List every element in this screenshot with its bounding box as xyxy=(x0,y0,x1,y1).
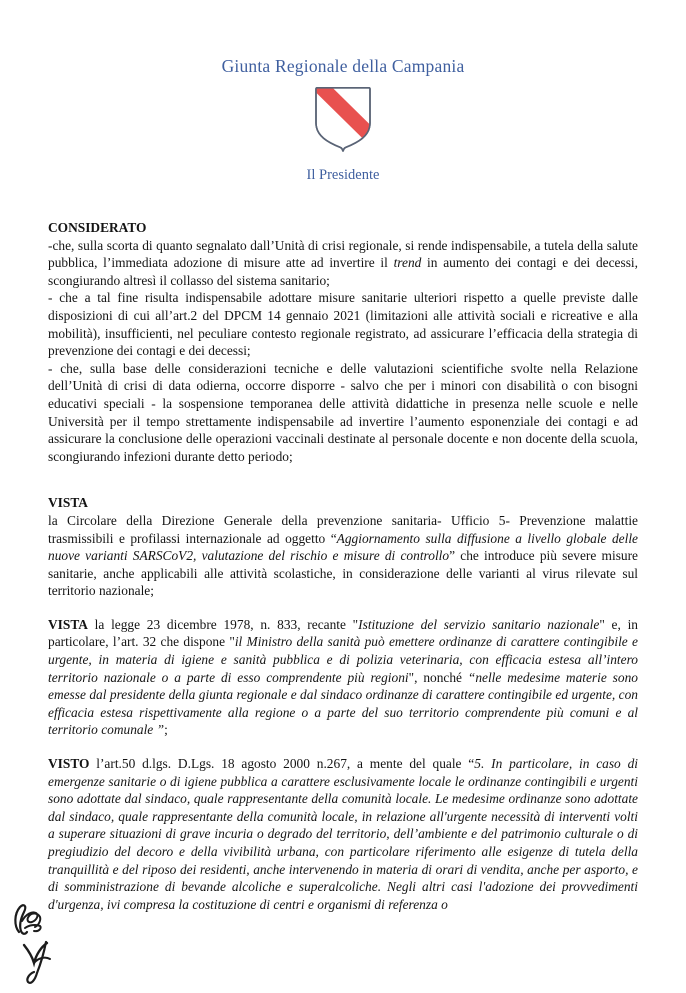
document-body xyxy=(48,219,638,913)
text-run: la Circolare della Direzione Generale della prevenzione sanitaria- Ufficio 5- Prevenzione malattie trasmissibili e profilassi internazionale ad oggetto “ xyxy=(48,512,638,546)
text-run: VISTO xyxy=(48,756,90,772)
campania-shield-icon xyxy=(311,86,375,154)
page-title: Giunta Regionale della Campania xyxy=(221,56,465,76)
text-run: “nelle medesime materie sono emesse dal presidente della giunta regionale e dal sindaco ordinanze di carattere contingibile ed urgente, con efficacia estesa rispettivamente alla regione o a parte del suo territorio comprendente più comuni e al territorio comunale ” xyxy=(48,669,638,738)
paragraph xyxy=(48,289,638,359)
subtitle-il-presidente: Il Presidente xyxy=(306,167,380,183)
text-run: ” che introduce più severe misure sanitarie, anche applicabili alle attività scolastiche, in considerazione delle varianti al virus rilevate sul territorio nazionale; xyxy=(48,548,638,599)
text-run: la legge 23 dicembre 1978, n. 833, recante " xyxy=(87,616,359,632)
text-run: trend xyxy=(393,255,422,271)
paragraph xyxy=(48,755,638,913)
text-run: 5. In particolare, in caso di emergenze sanitarie o di igiene pubblica a carattere esclusivamente locale le ordinanze contingibili e urgenti sono adottate dal sindaco, quale rappresentante della comunità locale. Le medesime ordinanze sono adottate dal sindaco, quale rappresentante della comunità locale, in relazione all'urgente necessità di interventi volti a superare situazioni di grave incuria o degrado del territorio, dell’ambiente e del patrimonio culturale o di pregiudizio del decoro e della vivibilità urbana, con particolare riferimento alle esigenze di tutela della tranquillità e del riposo dei residenti, anche intervenendo in materia di orari di vendita, anche per asporto, e di somministrazione di bevande alcoliche e superalcoliche. Negli altri casi l'adozione dei provvedimenti d'urgenza, ivi compresa la costituzione di centri e organismi di referenza o xyxy=(48,756,638,912)
signature-initials-2 xyxy=(19,936,63,993)
paragraph xyxy=(48,512,638,600)
paragraph xyxy=(48,616,638,739)
text-run: in aumento dei contagi e dei decessi, scongiurando altresì il collasso del sistema sanitario; xyxy=(48,255,638,288)
text-run: ", nonché xyxy=(408,669,468,685)
text-run: CONSIDERATO xyxy=(48,220,147,235)
heading-vista xyxy=(48,494,638,512)
text-run: " e, in particolare, l’art. 32 che dispone " xyxy=(48,616,639,650)
text-run: Aggiornamento sulla diffusione a livello globale delle nuove varianti SARSCoV2, valutazione del rischio e misure di controllo xyxy=(48,530,638,564)
paragraph xyxy=(48,360,638,466)
text-run: il Ministro della sanità può emettere ordinanze di carattere contingibile e urgente, in materia di igiene e sanità pubblica e di polizia veterinaria, con efficacia estesa all’intero territorio nazionale o a parte di esso comprendente più regioni xyxy=(48,634,638,685)
heading-considerato xyxy=(48,219,638,237)
text-run: VISTA xyxy=(48,495,88,511)
text-run: ; xyxy=(164,722,168,738)
text-run: VISTA xyxy=(48,616,88,632)
text-run: -che, sulla scorta di quanto segnalato dall’Unità di crisi regionale, si rende indispensabile, a tutela della salute pubblica, l’immediata adozione di misure atte ad invertire il xyxy=(48,237,638,271)
emblem-container xyxy=(0,86,686,154)
document-header xyxy=(0,0,686,184)
paragraph xyxy=(48,237,638,290)
text-run: - che a tal fine risulta indispensabile adottare misure sanitarie ulteriori rispetto a quelle previste dalle disposizioni di cui all’art.2 del DPCM 14 gennaio 2021 (limitazioni alle attività sociali e ricreative e alla mobilità), insufficienti, nel peculiare contesto regionale registrato, ad assicurare l’efficacia della strategia di prevenzione dei contagi e dei decessi; xyxy=(48,290,638,359)
text-run: - che, sulla base delle considerazioni tecniche e delle valutazioni scientifiche svolte nella Relazione dell’Unità di crisi di data odierna, occorre disporre - salvo che per i minori con disabilità o con bisogni educativi speciali - la sospensione temporanea delle attività didattiche in presenza nelle scuole e nelle Università per il tempo strettamente indispensabile ad invertire l’aumento esponenziale dei contagi e ad assicurare la conclusione delle operazioni vaccinali destinate al personale docente e non docente della scuola, scongiurando infezioni durante detto periodo; xyxy=(48,360,638,464)
text-run: Istituzione del servizio sanitario nazionale xyxy=(358,616,600,632)
text-run: l’art.50 d.lgs. D.Lgs. 18 agosto 2000 n.267, a mente del quale “ xyxy=(89,756,475,772)
